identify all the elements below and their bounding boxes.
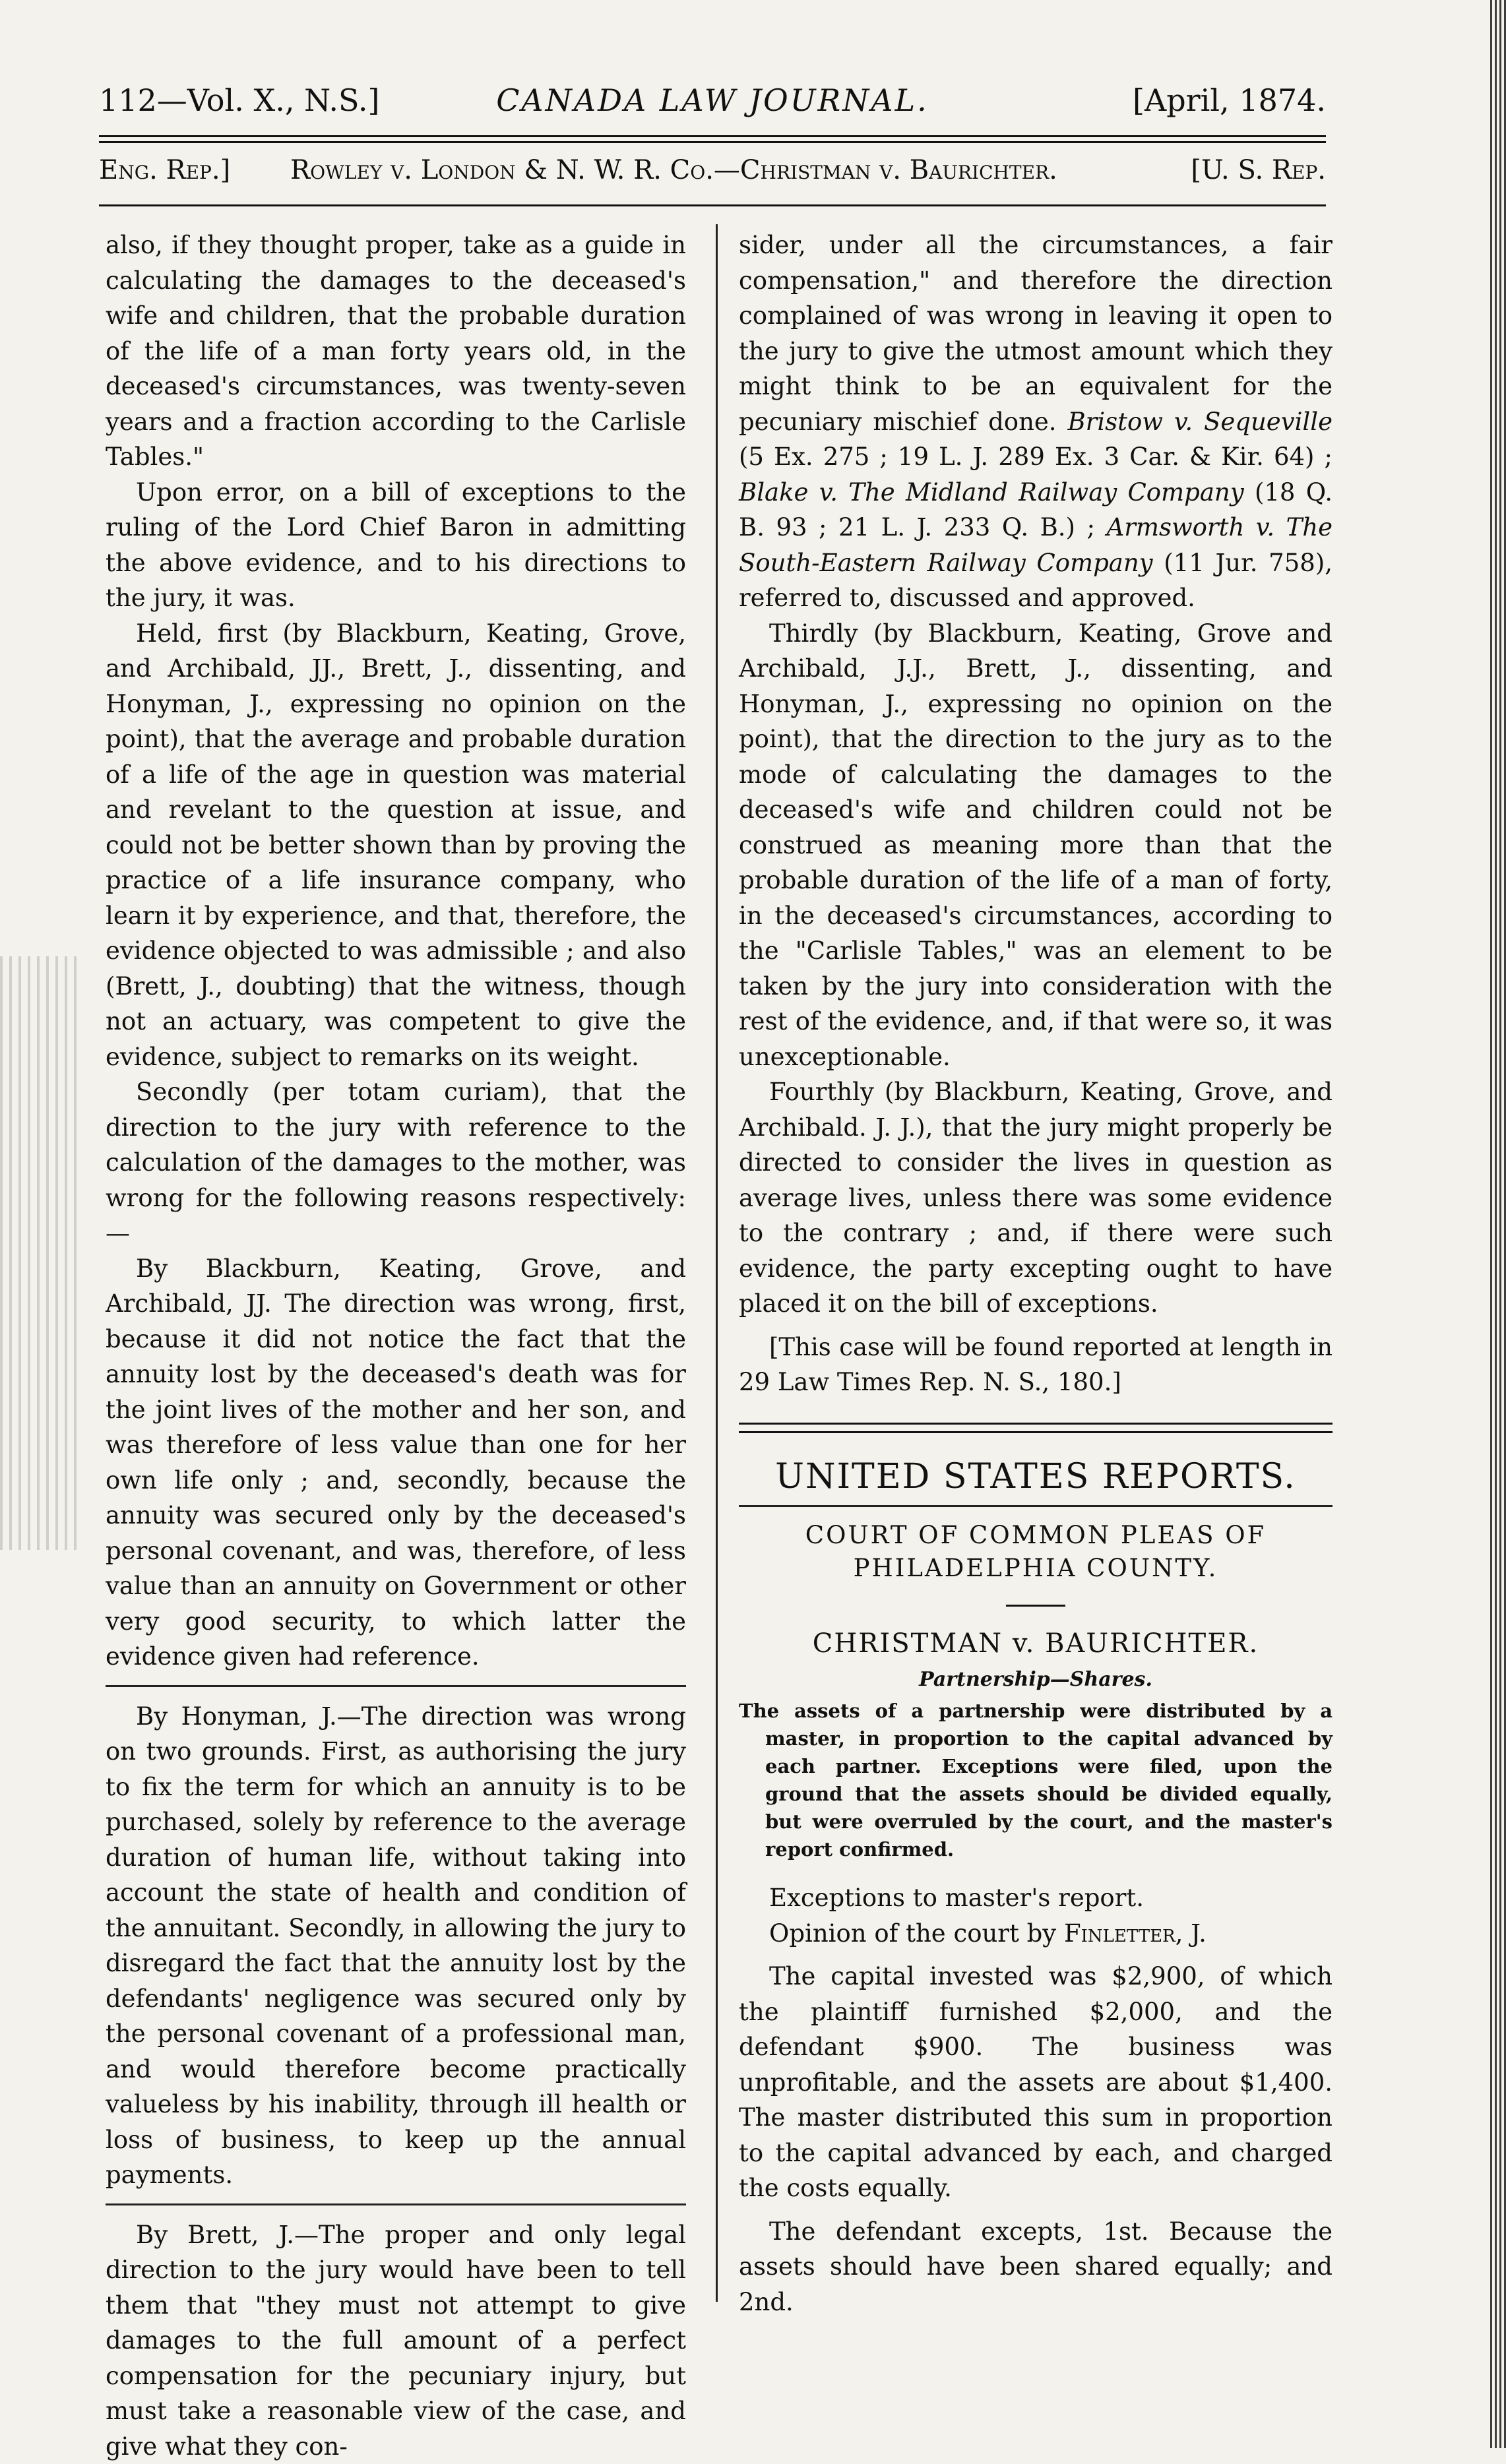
separator-rule [106,2203,686,2205]
report-left: Eng. Rep.] [99,155,230,185]
paragraph: Exceptions to master's report. [739,1880,1333,1916]
page-volume: 112—Vol. X., N.S.] [99,82,379,118]
paragraph: By Brett, J.—The proper and only legal direction to the jury would have been to tell them that "they must not attempt to give damages to the full amount of a perfect compensation for the pecuniary injury, but must take a reasonable view of the case, and give what they con- [106,2217,686,2464]
citation: Blake v. The Midland Railway Company [739,478,1244,507]
paragraph: sider, under all the circumstances, a fair compensation," and therefore the direction complained of was wrong in leaving it open to the jury to give the utmost amount which they might think to be an equivalent for the pecuniary mischief done. Bristow v. Sequeville (5 Ex. 275 ; 19 L. J. 289 Ex. 3 Car. & Kir. 64) ; Blake v. The Midland Railway Company (18 Q. B. 93 ; 21 L. J. 233 Q. B.) ; Armsworth v. The South-Eastern Railway Company (11 Jur. 758), referred to, discussed and approved. [739,228,1333,616]
separator-rule [106,1685,686,1687]
paragraph: Fourthly (by Blackburn, Keating, Grove, and Archibald. J. J.), that the jury might properly be directed to consider the lives in question as average lives, unless there was some evidence to the contrary ; and, if there were such evidence, the party excepting ought to have placed it on the bill of exceptions. [739,1074,1333,1322]
paragraph: By Blackburn, Keating, Grove, and Archibald, JJ. The direction was wrong, first, because it did not notice the fact that the annuity lost by the deceased's death was for the joint lives of the mother and her son, and was therefore of less value than one for her own life only ; and, secondly, because the annuity was secured only by the deceased's personal covenant, and was, therefore, of less value than an annuity on Government or other very good security, to which latter the evidence given had reference. [106,1251,686,1675]
paragraph: Upon error, on a bill of exceptions to the ruling of the Lord Chief Baron in admitting the above evidence, and to his directions to the jury, it was. [106,475,686,616]
case-header [99,155,1326,195]
separator-rule [739,1505,1333,1507]
short-rule [1006,1605,1065,1607]
case-subject: Partnership—Shares. [739,1662,1333,1698]
header-rule-second [99,141,1326,143]
syllabus: The assets of a partnership were distributed by a master, in proportion to the capital advanced by each partner. Exceptions were filed, upon the ground that the assets should be divided equally, but were overruled by the court, and the master's report confirmed. [739,1697,1333,1863]
subheader-rule [99,204,1326,206]
report-right: [U. S. Rep. [1191,155,1326,185]
paragraph: Held, first (by Blackburn, Keating, Grove, and Archibald, JJ., Brett, J., dissenting, and Honyman, J., expressing no opinion on the point), that the average and probable duration of a life of the age in question was material and revelant to the question at issue, and could not be better shown than by proving the practice of a life insurance company, who learn it by experience, and that, therefore, the evidence objected to was admissible ; and also (Brett, J., doubting) that the witness, though not an actuary, was competent to give the evidence, subject to remarks on its weight. [106,616,686,1075]
paragraph: The capital invested was $2,900, of which the plaintiff furnished $2,000, and the defendant $900. The business was unprofitable, and the assets are about $1,400. The master distributed this sum in proportion to the capital advanced by each, and charged the costs equally. [739,1959,1333,2206]
paragraph: also, if they thought proper, take as a guide in calculating the damages to the deceased's wife and children, that the probable duration of the life of a man forty years old, in the deceased's circumstances, was twenty-seven years and a fraction according to the Carlisle Tables." [106,228,686,475]
paragraph: Opinion of the court by Finletter, J. [739,1916,1333,1952]
case-title: CHRISTMAN v. BAURICHTER. [739,1626,1333,1662]
scan-edge-marks [0,956,79,1550]
judge-name: Finletter, J. [1064,1919,1207,1948]
scan-right-edge [1490,0,1506,2448]
right-column [739,228,1333,2320]
paragraph: [This case will be found reported at length in 29 Law Times Rep. N. S., 180.] [739,1330,1333,1400]
court-name: COURT OF COMMON PLEAS OF PHILADELPHIA COUNTY. [739,1519,1333,1585]
paragraph: The defendant excepts, 1st. Because the assets should have been shared equally; and 2nd. [739,2214,1333,2320]
journal-title: CANADA LAW JOURNAL. [99,82,1326,118]
citation: Armsworth v. The South-Eastern Railway Company [739,513,1333,577]
running-header [99,82,1326,129]
paragraph: Secondly (per totam curiam), that the direction to the jury with reference to the calculation of the damages to the mother, was wrong for the following reasons respectively:— [106,1074,686,1251]
section-rule [739,1423,1333,1433]
case-names: Rowley v. London & N. W. R. Co.—Christman v. Baurichter. [290,155,1057,185]
column-divider [716,224,718,2302]
issue-date: [April, 1874. [1133,82,1326,118]
paragraph: Thirdly (by Blackburn, Keating, Grove and Archibald, J.J., Brett, J., dissenting, and Honyman, J., expressing no opinion on the point), that the direction to the jury as to the mode of calculating the damages to the deceased's wife and children could not be construed as meaning more than that the probable duration of the life of a man of forty, in the deceased's circumstances, according to the "Carlisle Tables," was an element to be taken by the jury into consideration with the rest of the evidence, and, if that were so, it was unexceptionable. [739,616,1333,1075]
citation: Bristow v. Sequeville [1067,408,1333,436]
header-rule [99,135,1326,137]
left-column [106,228,686,2464]
section-title: UNITED STATES REPORTS. [739,1460,1333,1495]
paragraph: By Honyman, J.—The direction was wrong on two grounds. First, as authorising the jury to fix the term for which an annuity is to be purchased, solely by reference to the average duration of human life, without taking into account the state of health and condition of the annuitant. Secondly, in allowing the jury to disregard the fact that the annuity lost by the defendants' negligence was secured only by the personal covenant of a professional man, and would therefore become practically valueless by his inability, through ill health or loss of business, to keep up the annual payments. [106,1699,686,2193]
